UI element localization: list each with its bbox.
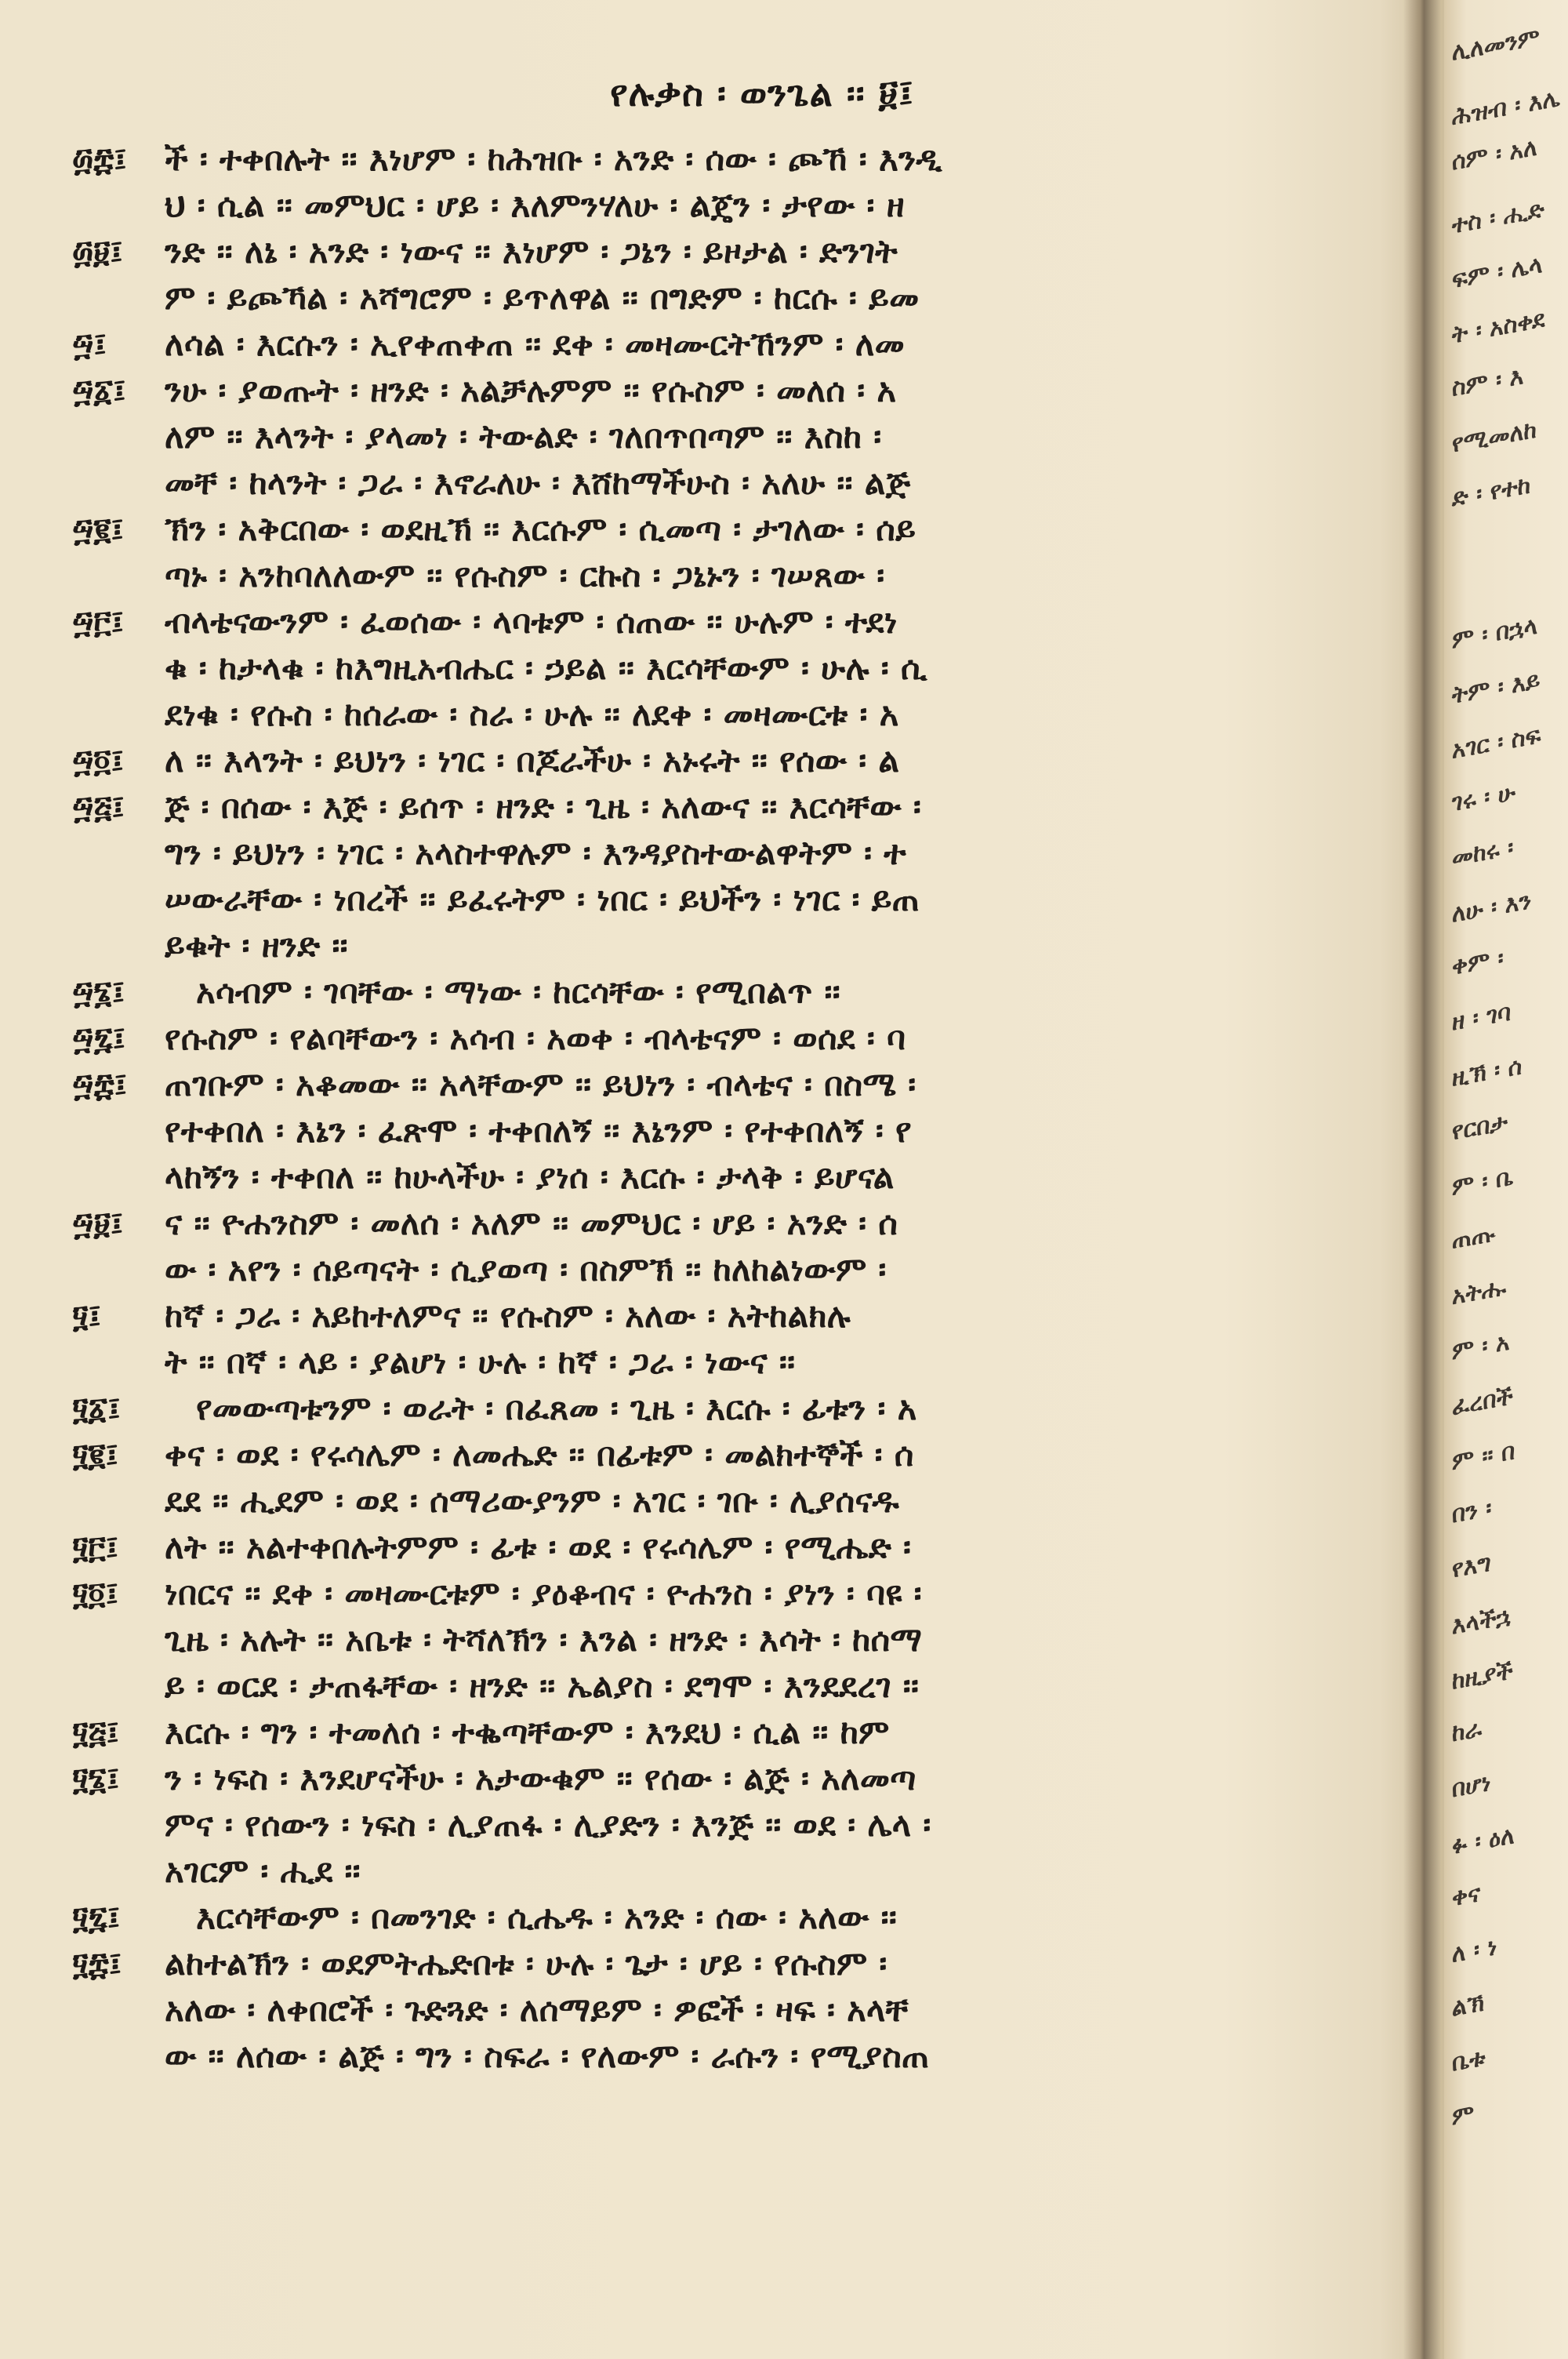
- right-page-snippet: ፈረበች: [1452, 1383, 1513, 1421]
- text-line: [72, 510, 1394, 556]
- line-text: ጠገቡም ፡ አቆመው ፡፡ አላቸውም ፡፡ ይህነን ፡ ብላቴና ፡ በስሜ ፡: [165, 1065, 916, 1103]
- text-line: [72, 1296, 1394, 1343]
- verse-number: ፶፯፤: [72, 1900, 121, 1936]
- right-page-snippet: ትም ፡ እይ: [1452, 667, 1541, 710]
- text-line: [72, 1019, 1394, 1065]
- verse-number: ፴፰፤: [72, 142, 127, 178]
- scripture-text-block: [72, 140, 1394, 2083]
- verse-number: ፵፱፤: [72, 1206, 124, 1242]
- text-line: [72, 140, 1394, 186]
- text-line: [72, 1574, 1394, 1620]
- right-page-snippet: ፉ ፡ ዕለ: [1452, 1821, 1515, 1861]
- text-line: [72, 1204, 1394, 1250]
- verse-number: ፶፭፤: [72, 1715, 119, 1751]
- right-page-snippet: ም: [1452, 2099, 1475, 2132]
- line-text: ልከተልኽን ፡ ወደምትሔድበቱ ፡ ሁሉ ፡ ጌታ ፡ ሆይ ፡ የሱስም ፡: [165, 1944, 887, 1983]
- text-line: [72, 1389, 1394, 1435]
- right-page-snippet: ሊለመንም: [1452, 24, 1540, 67]
- right-page-snippet: አገር ፡ ስፍ: [1452, 722, 1541, 765]
- right-page-snippet: መከሩ ፡: [1452, 834, 1514, 872]
- text-line: [72, 1944, 1394, 1990]
- right-page-snippet: ገሩ ፡ ሁ: [1452, 778, 1515, 818]
- verse-number: ፵፪፤: [72, 512, 124, 548]
- book-gutter-shadow: [1403, 0, 1441, 2359]
- verse-number: ፴፱፤: [72, 234, 123, 271]
- right-page-snippet: የእግ: [1452, 1549, 1491, 1584]
- text-line: [72, 1343, 1394, 1389]
- right-page-snippet: ስም ፡ እ: [1452, 362, 1524, 403]
- verse-number: ፶፬፤: [72, 1576, 119, 1612]
- right-page-snippet: ልኽ: [1452, 1989, 1485, 2023]
- line-text: ኽን ፡ አቅርበው ፡ ወደዚኽ ፡፡ እርሱም ፡ ሲመጣ ፡ ታገለው ፡ ሰይ: [165, 510, 916, 548]
- line-text: ቀና ፡ ወደ ፡ የሩሳሌም ፡ ለመሔድ ፡፡ በፊቱም ፡ መልክተኞች ፡ ሰ: [165, 1435, 914, 1474]
- text-line: [72, 649, 1394, 695]
- right-page-snippet: ም ፡ በኋላ: [1452, 612, 1538, 655]
- line-text: ው ፡ አየን ፡ ሰይጣናት ፡ ሲያወጣ ፡ በስምኽ ፡፡ ከለከልነውም ፡: [165, 1250, 887, 1289]
- verse-number: ፵፮፤: [72, 975, 125, 1011]
- text-line: [72, 278, 1394, 325]
- right-page-snippet: በን ፡: [1452, 1494, 1492, 1529]
- line-text: እርሱ ፡ ግን ፡ ተመለሰ ፡ ተቈጣቸውም ፡ እንደህ ፡ ሲል ፡፡ ከም: [165, 1713, 890, 1751]
- text-line: [72, 1898, 1394, 1944]
- line-text: አሳብም ፡ ገባቸው ፡ ማነው ፡ ከርሳቸው ፡ የሚበልጥ ፡፡: [196, 972, 840, 1011]
- verse-number: ፵፩፤: [72, 373, 126, 409]
- text-line: [72, 1667, 1394, 1713]
- text-line: [72, 741, 1394, 787]
- verse-number: ፵፰፤: [72, 1067, 128, 1103]
- text-line: [72, 463, 1394, 510]
- line-text: ለሳል ፡ እርሱን ፡ ኢየቀጠቀጠ ፡፡ ደቀ ፡ መዛሙርትኸንም ፡ ለመ: [165, 325, 905, 363]
- right-page-snippet: ሕዝብ ፡ እሌ: [1452, 84, 1560, 132]
- text-line: [72, 834, 1394, 880]
- line-text: ይ ፡ ወርደ ፡ ታጠፋቸው ፡ ዘንድ ፡፡ ኤልያስ ፡ ደግሞ ፡ እንደደረገ ፡፡: [165, 1667, 920, 1705]
- text-line: [72, 417, 1394, 463]
- text-line: [72, 926, 1394, 972]
- right-page-snippet: ዘ ፡ ገባ: [1452, 998, 1512, 1037]
- line-text: ጅ ፡ በሰው ፡ እጅ ፡ ይሰጥ ፡ ዘንድ ፡ ጊዜ ፡ አለውና ፡፡ እርሳቸው ፡: [165, 787, 922, 826]
- text-line: [72, 1528, 1394, 1574]
- line-text: እርሳቸውም ፡ በመንገድ ፡ ሲሔዱ ፡ አንድ ፡ ሰው ፡ አለው ፡፡: [196, 1898, 898, 1936]
- line-text: ብላቴናውንም ፡ ፈወሰው ፡ ላባቱም ፡ ሰጠው ፡፡ ሁሉም ፡ ተደነ: [165, 602, 898, 641]
- right-page-snippet: ድ ፡ የተከ: [1452, 471, 1531, 513]
- line-text: የመውጣቱንም ፡ ወራት ፡ በፈጸመ ፡ ጊዜ ፡ እርሱ ፡ ፊቱን ፡ አ: [196, 1389, 917, 1427]
- verse-number: ፶፮፤: [72, 1761, 120, 1797]
- text-line: [72, 1065, 1394, 1111]
- line-text: ን ፡ ነፍስ ፡ እንደሆናችሁ ፡ አታውቁም ፡፡ የሰው ፡ ልጅ ፡ አለመጣ: [165, 1759, 916, 1797]
- text-line: [72, 1158, 1394, 1204]
- right-book-page-edge: [1444, 0, 1568, 2359]
- line-text: ላከኝን ፡ ተቀበለ ፡፡ ከሁላችሁ ፡ ያነሰ ፡ እርሱ ፡ ታላቅ ፡ ይሆናል: [165, 1158, 895, 1196]
- text-line: [72, 2037, 1394, 2083]
- line-text: ና ፡፡ ዮሐንስም ፡ መለሰ ፡ አለም ፡፡ መምህር ፡ ሆይ ፡ አንድ ፡ ሰ: [165, 1204, 898, 1242]
- verse-number: ፵፬፤: [72, 743, 124, 780]
- line-text: ከኛ ፡ ጋራ ፡ አይከተለምና ፡፡ የሱስም ፡ አለው ፡ አትከልክሉ: [165, 1296, 851, 1335]
- right-page-snippet: ከዚያች: [1452, 1657, 1513, 1696]
- line-text: አለው ፡ ለቀበሮች ፡ ጉድጓድ ፡ ለሰማይም ፡ ዎፎች ፡ ዛፍ ፡ አላቸ: [165, 1990, 909, 2029]
- verse-number: ፶፩፤: [72, 1391, 121, 1427]
- line-text: ች ፡ ተቀበሉት ፡፡ እነሆም ፡ ከሕዝቡ ፡ አንድ ፡ ሰው ፡ ጮኸ ፡ እንዲ: [165, 140, 942, 178]
- verse-number: ፵፭፤: [72, 790, 125, 826]
- line-text: ም ፡ ይጮኻል ፡ አሻግሮም ፡ ይጥለዋል ፡፡ በግድም ፡ ከርሱ ፡ ይመ: [165, 278, 920, 317]
- line-text: መቸ ፡ ከላንት ፡ ጋራ ፡ እኖራለሁ ፡ እሸከማችሁስ ፡ አለሁ ፡፡ ልጅ: [165, 463, 911, 502]
- text-line: [72, 1713, 1394, 1759]
- verse-number: ፶፪፤: [72, 1438, 118, 1474]
- right-page-snippet: ተስ ፡ ሒድ: [1452, 195, 1544, 240]
- right-page-snippet: ለሁ ፡ እን: [1452, 887, 1532, 929]
- line-text: የተቀበለ ፡ እኔን ፡ ፈጽሞ ፡ ተቀበለኝ ፡፡ እኔንም ፡ የተቀበለኝ ፡ የ: [165, 1111, 912, 1150]
- line-text: ህ ፡ ሲል ፡፡ መምህር ፡ ሆይ ፡ እለምንሃለሁ ፡ ልጄን ፡ ታየው ፡ ዘ: [165, 186, 905, 224]
- text-line: [72, 1435, 1394, 1481]
- verse-number: ፶፫፤: [72, 1530, 119, 1566]
- verse-number: ፵፯፤: [72, 1021, 126, 1057]
- text-line: [72, 602, 1394, 649]
- right-page-snippet: በሆነ: [1452, 1768, 1491, 1804]
- line-text: አገርም ፡ ሒደ ፡፡: [165, 1852, 361, 1890]
- right-page-snippet: ቀም ፡: [1452, 944, 1504, 981]
- right-page-snippet: ት ፡ አስቀደ: [1452, 305, 1545, 350]
- right-page-snippet: የርበታ: [1452, 1108, 1508, 1147]
- right-page-snippet: ጠጡ: [1452, 1219, 1496, 1255]
- line-text: ጣኑ ፡ አንከባለለውም ፡፡ የሱስም ፡ ርኩስ ፡ ጋኔኑን ፡ ገሠጸው ፡: [165, 556, 885, 594]
- text-line: [72, 787, 1394, 834]
- right-page-snippet: ዚኽ ፡ ሰ: [1452, 1052, 1523, 1092]
- verse-number: ፵፤: [72, 327, 107, 363]
- page-header-title: የሉቃስ ፡ ወንጌል ፡፡ ፱፤: [610, 72, 914, 114]
- right-page-snippet: አትሑ: [1452, 1273, 1506, 1311]
- text-line: [72, 1852, 1394, 1898]
- line-text: ንሁ ፡ ያወጡት ፡ ዘንድ ፡ አልቻሉምም ፡፡ የሱስም ፡ መለሰ ፡ አ: [165, 371, 897, 409]
- line-text: ደነቁ ፡ የሱስ ፡ ከሰራው ፡ ስራ ፡ ሁሉ ፡፡ ለደቀ ፡ መዛሙርቱ ፡ አ: [165, 695, 899, 733]
- right-page-snippet: እላችኋ: [1452, 1602, 1511, 1641]
- right-page-snippet: ፍም ፡ ሌላ: [1452, 250, 1543, 295]
- text-line: [72, 186, 1394, 232]
- line-text: ለም ፡፡ እላንት ፡ ያላመነ ፡ ትውልድ ፡ ገለበጥበጣም ፡፡ እስከ ፡: [165, 417, 882, 456]
- line-text: ይቁት ፡ ዘንድ ፡፡: [165, 926, 348, 965]
- right-page-snippet: ቀና: [1452, 1879, 1481, 1913]
- right-page-snippet: ም ፡ ቤ: [1452, 1163, 1514, 1201]
- left-book-page: [72, 55, 1394, 2298]
- text-line: [72, 695, 1394, 741]
- right-page-snippet: ም ፡ አ: [1452, 1328, 1510, 1366]
- verse-number: ፶፤: [72, 1299, 101, 1335]
- line-text: ት ፡፡ በኛ ፡ ላይ ፡ ያልሆነ ፡ ሁሉ ፡ ከኛ ፡ ጋራ ፡ ነውና ፡፡: [165, 1343, 796, 1381]
- right-page-snippet: ከራ: [1452, 1714, 1483, 1748]
- text-line: [72, 1620, 1394, 1667]
- verse-number: ፶፰፤: [72, 1946, 122, 1983]
- text-line: [72, 232, 1394, 278]
- line-text: ሠውራቸው ፡ ነበረች ፡፡ ይፈሩትም ፡ ነበር ፡ ይህችን ፡ ነገር ፡ ይጠ: [165, 880, 920, 918]
- line-text: ው ፡፡ ለሰው ፡ ልጅ ፡ ግን ፡ ስፍራ ፡ የለውም ፡ ራሱን ፡ የሚያስጠ: [165, 2037, 930, 2075]
- text-line: [72, 325, 1394, 371]
- line-text: ለ ፡፡ እላንት ፡ ይህነን ፡ ነገር ፡ በጆራችሁ ፡ አኑሩት ፡፡ የሰው ፡ ል: [165, 741, 900, 780]
- right-page-snippet: ለ ፡ ነ: [1452, 1932, 1497, 1969]
- text-line: [72, 972, 1394, 1019]
- text-line: [72, 1759, 1394, 1805]
- line-text: ንድ ፡፡ ለኔ ፡ አንድ ፡ ነውና ፡፡ እነሆም ፡ ጋኔን ፡ ይዞታል ፡ ድንገት: [165, 232, 898, 271]
- text-line: [72, 1990, 1394, 2037]
- line-text: ምና ፡ የሰውን ፡ ነፍስ ፡ ሊያጠፋ ፡ ሊያድን ፡ እንጅ ፡፡ ወደ ፡ ሌላ ፡: [165, 1805, 931, 1844]
- line-text: ነበርና ፡፡ ደቀ ፡ መዛሙርቱም ፡ ያዕቆብና ፡ ዮሐንስ ፡ ያነን ፡ ባዩ ፡: [165, 1574, 922, 1612]
- line-text: ቁ ፡ ከታላቁ ፡ ከእግዚአብሔር ፡ ኃይል ፡፡ እርሳቸውም ፡ ሁሉ ፡ ሲ: [165, 649, 927, 687]
- verse-number: ፵፫፤: [72, 605, 124, 641]
- text-line: [72, 1250, 1394, 1296]
- text-line: [72, 1111, 1394, 1158]
- right-page-snippet: ቤቱ: [1452, 2044, 1486, 2077]
- text-line: [72, 1805, 1394, 1852]
- text-line: [72, 880, 1394, 926]
- line-text: ለት ፡፡ አልተቀበሉትምም ፡ ፊቱ ፡ ወደ ፡ የሩሳሌም ፡ የሚሔድ ፡: [165, 1528, 912, 1566]
- text-line: [72, 556, 1394, 602]
- right-page-snippet: የሚመለከ: [1452, 416, 1537, 459]
- line-text: የሱስም ፡ የልባቸውን ፡ አሳብ ፡ አወቀ ፡ ብላቴናም ፡ ወሰደ ፡ ባ: [165, 1019, 906, 1057]
- right-page-snippet: ም ፡፡ በ: [1452, 1437, 1515, 1477]
- line-text: ግን ፡ ይህነን ፡ ነገር ፡ አላስተዋሉም ፡ እንዳያስተውልዋትም ፡ ተ: [165, 834, 906, 872]
- line-text: ደደ ፡፡ ሒደም ፡ ወደ ፡ ሰማሪውያንም ፡ አገር ፡ ገቡ ፡ ሊያሰናዱ: [165, 1481, 899, 1520]
- text-line: [72, 371, 1394, 417]
- text-line: [72, 1481, 1394, 1528]
- line-text: ጊዜ ፡ አሉት ፡፡ አቤቱ ፡ ትሻለኽን ፡ እንል ፡ ዘንድ ፡ እሳት ፡ ከሰማ: [165, 1620, 923, 1659]
- right-page-snippet: ሰም ፡ አለ: [1452, 133, 1537, 176]
